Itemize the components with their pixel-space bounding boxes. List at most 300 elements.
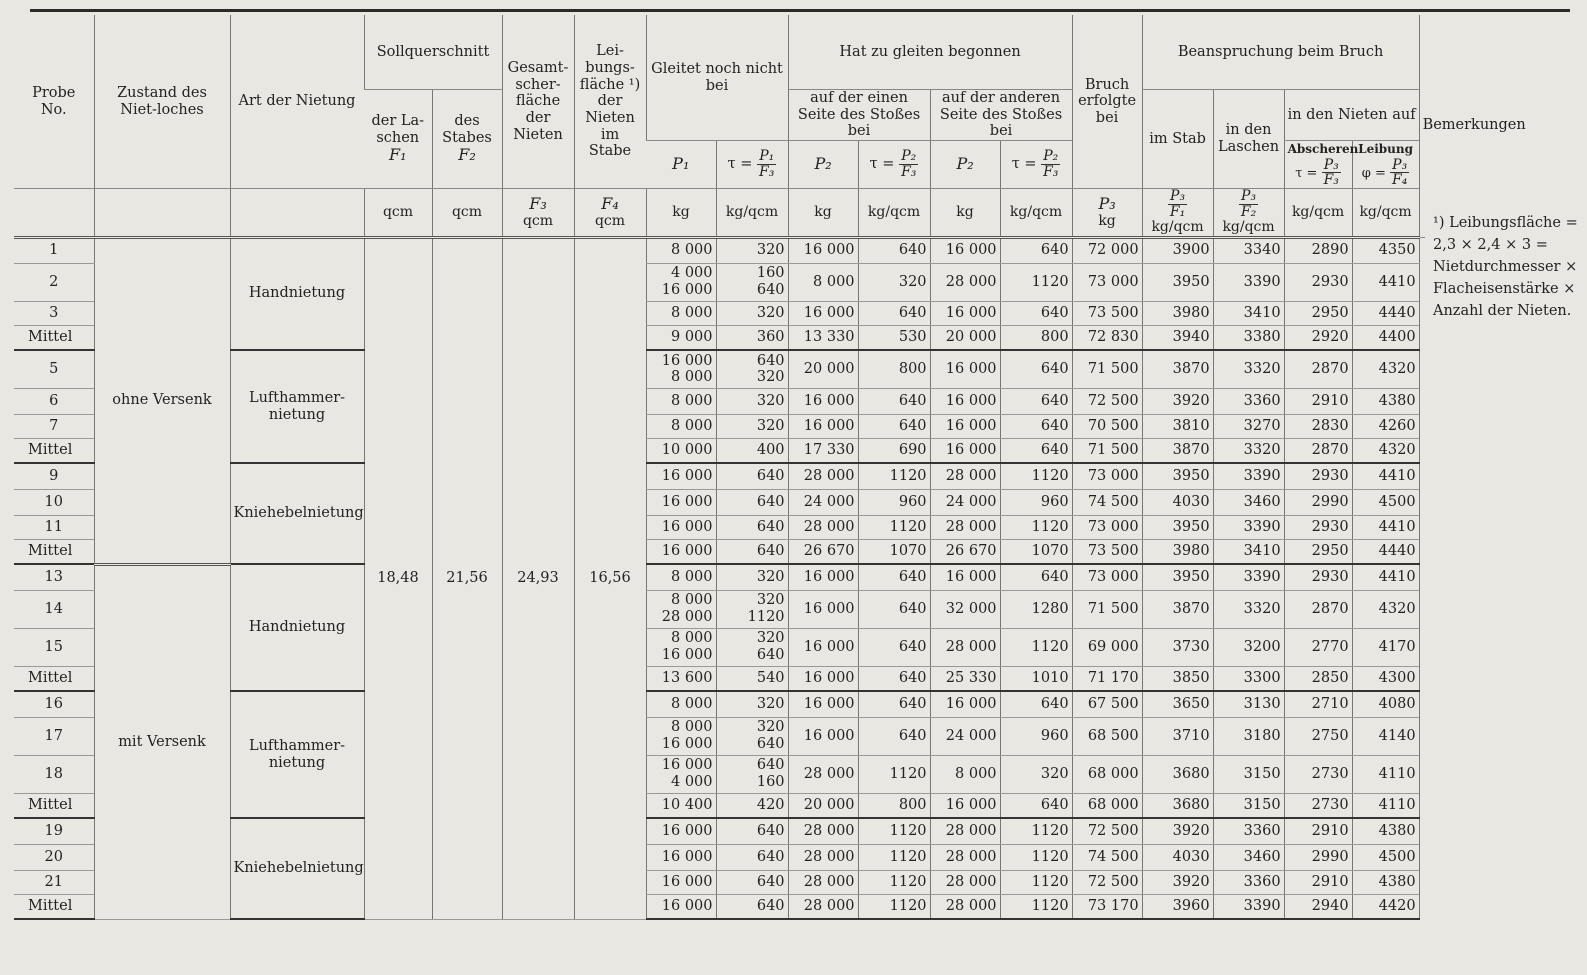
value-line: 640 xyxy=(756,822,785,839)
value-p2b: 16 000 xyxy=(930,564,1000,590)
value-line: 640 xyxy=(756,518,785,535)
header-gesamtscherflaeche: Gesamt-scher-fläche der Nieten xyxy=(502,15,574,189)
value-tau2a: 800 xyxy=(858,350,930,388)
value-tau3: 2870 xyxy=(1284,590,1352,628)
value-sigma2: 3380 xyxy=(1213,325,1284,350)
value-sigma1: 3920 xyxy=(1142,870,1213,894)
value-p3: 69 000 xyxy=(1072,628,1142,666)
probe-cell: 3 xyxy=(14,301,94,325)
probe-cell: 7 xyxy=(14,414,94,438)
value-p3: 68 000 xyxy=(1072,755,1142,793)
header-leibung: Leibung φ = $\frac{\text{P₃}}{\text{F₄}}$ xyxy=(1352,141,1419,189)
value-p2b: 26 670 xyxy=(930,539,1000,564)
value-tau1 xyxy=(716,628,788,666)
value-tau1 xyxy=(716,414,788,438)
value-p2b: 16 000 xyxy=(930,350,1000,388)
value-sigma1: 3940 xyxy=(1142,325,1213,350)
value-tau3: 2890 xyxy=(1284,237,1352,263)
header-in-den-laschen: in den Laschen xyxy=(1213,90,1284,189)
value-p1 xyxy=(646,717,716,755)
value-phi: 4440 xyxy=(1352,301,1419,325)
value-p2a: 16 000 xyxy=(788,237,858,263)
probe-cell: 11 xyxy=(14,515,94,539)
value-sigma2: 3150 xyxy=(1213,793,1284,818)
value-sigma2: 3320 xyxy=(1213,438,1284,463)
probe-cell: 15 xyxy=(14,628,94,666)
value-p1 xyxy=(646,263,716,301)
value-sigma2: 3320 xyxy=(1213,350,1284,388)
value-line: 160 xyxy=(756,774,785,791)
value-tau3: 2930 xyxy=(1284,564,1352,590)
probe-cell: Mittel xyxy=(14,894,94,919)
probe-cell: 1 xyxy=(14,237,94,263)
value-tau1 xyxy=(716,463,788,489)
value-sigma2: 3200 xyxy=(1213,628,1284,666)
unit-t2a: kg/qcm xyxy=(858,189,930,237)
header-hat-zu-gleiten: Hat zu gleiten begonnen xyxy=(788,15,1072,90)
value-p3: 72 000 xyxy=(1072,237,1142,263)
value-p3: 73 500 xyxy=(1072,539,1142,564)
value-tau1 xyxy=(716,325,788,350)
value-tau1 xyxy=(716,691,788,717)
value-tau3: 2710 xyxy=(1284,691,1352,717)
value-line: 1120 xyxy=(747,609,785,626)
value-p1 xyxy=(646,539,716,564)
value-tau2b: 1120 xyxy=(1000,818,1072,844)
value-tau1 xyxy=(716,818,788,844)
unit-s1: $\frac{\text{P₃}}{\text{F₁}}$ kg/qcm xyxy=(1142,189,1213,237)
value-sigma2: 3130 xyxy=(1213,691,1284,717)
probe-cell: Mittel xyxy=(14,793,94,818)
value-line: 16 000 xyxy=(661,282,713,299)
value-p2a: 28 000 xyxy=(788,515,858,539)
value-sigma2: 3390 xyxy=(1213,894,1284,919)
value-p3: 71 500 xyxy=(1072,350,1142,388)
value-sigma1: 4030 xyxy=(1142,844,1213,870)
value-sigma2: 3150 xyxy=(1213,755,1284,793)
value-p2b: 28 000 xyxy=(930,844,1000,870)
value-sigma1: 3870 xyxy=(1142,350,1213,388)
probe-cell: Mittel xyxy=(14,438,94,463)
value-phi: 4500 xyxy=(1352,489,1419,515)
value-p1 xyxy=(646,301,716,325)
value-p2a: 28 000 xyxy=(788,870,858,894)
value-tau3: 2870 xyxy=(1284,438,1352,463)
header-zustand: Zustand des Niet-loches xyxy=(94,15,230,189)
value-p2b: 28 000 xyxy=(930,463,1000,489)
value-p3: 72 500 xyxy=(1072,818,1142,844)
value-line: 16 000 xyxy=(661,647,713,664)
value-p3: 74 500 xyxy=(1072,844,1142,870)
value-p2a: 13 330 xyxy=(788,325,858,350)
value-sigma1: 4030 xyxy=(1142,489,1213,515)
value-p2a: 20 000 xyxy=(788,793,858,818)
value-p2a: 24 000 xyxy=(788,489,858,515)
value-line: 8 000 xyxy=(671,369,713,386)
value-sigma1: 3960 xyxy=(1142,894,1213,919)
value-tau2a: 1120 xyxy=(858,463,930,489)
value-phi: 4110 xyxy=(1352,755,1419,793)
constant-f1: 18,48 xyxy=(364,237,432,919)
value-line: 8 000 xyxy=(671,242,713,259)
value-p3: 68 000 xyxy=(1072,793,1142,818)
value-sigma1: 3950 xyxy=(1142,263,1213,301)
constant-f2: 21,56 xyxy=(432,237,502,919)
header-bruch-erfolgte: Bruch erfolgte bei xyxy=(1072,15,1142,189)
value-p2a: 20 000 xyxy=(788,350,858,388)
value-tau2a: 690 xyxy=(858,438,930,463)
value-tau2a: 640 xyxy=(858,301,930,325)
value-tau3: 2850 xyxy=(1284,666,1352,691)
value-tau3: 2950 xyxy=(1284,301,1352,325)
value-sigma1: 3870 xyxy=(1142,438,1213,463)
value-tau3: 2870 xyxy=(1284,350,1352,388)
value-sigma2: 3180 xyxy=(1213,717,1284,755)
value-tau1 xyxy=(716,666,788,691)
value-tau3: 2990 xyxy=(1284,489,1352,515)
value-tau2a: 640 xyxy=(858,237,930,263)
value-tau1 xyxy=(716,237,788,263)
value-phi: 4410 xyxy=(1352,463,1419,489)
value-line: 320 xyxy=(756,417,785,434)
value-p1 xyxy=(646,463,716,489)
table-row xyxy=(14,237,1425,263)
value-phi: 4440 xyxy=(1352,539,1419,564)
value-p1 xyxy=(646,628,716,666)
value-p1 xyxy=(646,755,716,793)
probe-cell: 2 xyxy=(14,263,94,301)
value-sigma2: 3390 xyxy=(1213,564,1284,590)
value-line: 640 xyxy=(756,542,785,559)
value-tau3: 2950 xyxy=(1284,539,1352,564)
value-p3: 72 830 xyxy=(1072,325,1142,350)
probe-cell: 16 xyxy=(14,691,94,717)
art-lufthammer-1: Lufthammer-nietung xyxy=(230,350,364,463)
value-phi: 4260 xyxy=(1352,414,1419,438)
probe-cell: 17 xyxy=(14,717,94,755)
header-der-laschen: der La-schen F₁ xyxy=(364,90,432,189)
value-line: 8 000 xyxy=(671,417,713,434)
value-tau3: 2730 xyxy=(1284,755,1352,793)
value-p3: 71 170 xyxy=(1072,666,1142,691)
value-phi: 4300 xyxy=(1352,666,1419,691)
value-tau3: 2940 xyxy=(1284,894,1352,919)
value-p3: 73 000 xyxy=(1072,564,1142,590)
value-line: 640 xyxy=(756,757,785,774)
value-p3: 73 000 xyxy=(1072,463,1142,489)
value-tau2b: 960 xyxy=(1000,717,1072,755)
probe-cell: 9 xyxy=(14,463,94,489)
value-tau2a: 800 xyxy=(858,793,930,818)
value-sigma2: 3460 xyxy=(1213,489,1284,515)
value-p2b: 16 000 xyxy=(930,793,1000,818)
value-p3: 73 000 xyxy=(1072,263,1142,301)
value-tau2b: 640 xyxy=(1000,793,1072,818)
value-tau2a: 960 xyxy=(858,489,930,515)
value-p3: 73 000 xyxy=(1072,515,1142,539)
header-probe: Probe No. xyxy=(14,15,94,189)
value-line: 420 xyxy=(756,796,785,813)
value-phi: 4320 xyxy=(1352,590,1419,628)
header-abscheren: Abscheren τ = $\frac{\text{P₃}}{\text{F₃}}$ xyxy=(1284,141,1352,189)
header-p2a: P₂ xyxy=(788,141,858,189)
value-phi: 4380 xyxy=(1352,818,1419,844)
value-tau2b: 1120 xyxy=(1000,263,1072,301)
value-tau2b: 1120 xyxy=(1000,463,1072,489)
value-tau1 xyxy=(716,793,788,818)
value-tau2a: 640 xyxy=(858,388,930,414)
value-tau2b: 1010 xyxy=(1000,666,1072,691)
value-tau2b: 640 xyxy=(1000,564,1072,590)
value-p2b: 28 000 xyxy=(930,870,1000,894)
value-line: 320 xyxy=(756,568,785,585)
header-bemerkungen: Bemerkungen xyxy=(1419,15,1425,237)
value-line: 8 000 xyxy=(671,592,713,609)
value-p1 xyxy=(646,666,716,691)
value-sigma1: 3950 xyxy=(1142,463,1213,489)
value-line: 320 xyxy=(756,304,785,321)
value-tau2a: 1120 xyxy=(858,818,930,844)
probe-cell: Mittel xyxy=(14,539,94,564)
value-line: 16 000 xyxy=(661,736,713,753)
value-tau1 xyxy=(716,263,788,301)
value-line: 10 400 xyxy=(661,796,713,813)
value-p2b: 16 000 xyxy=(930,414,1000,438)
value-p1 xyxy=(646,237,716,263)
header-in-den-nieten: in den Nieten auf xyxy=(1284,90,1419,141)
unit-p2b: kg xyxy=(930,189,1000,237)
value-p2b: 25 330 xyxy=(930,666,1000,691)
value-tau1 xyxy=(716,755,788,793)
value-tau2a: 640 xyxy=(858,666,930,691)
value-p2a: 28 000 xyxy=(788,463,858,489)
top-rule xyxy=(30,9,1570,12)
value-p2a: 16 000 xyxy=(788,388,858,414)
probe-cell: 21 xyxy=(14,870,94,894)
value-tau1 xyxy=(716,489,788,515)
value-tau3: 2990 xyxy=(1284,844,1352,870)
header-tau2b: τ = $\frac{\text{P₂}}{\text{F₃}}$ xyxy=(1000,141,1072,189)
unit-p2a: kg xyxy=(788,189,858,237)
value-p2b: 24 000 xyxy=(930,717,1000,755)
value-tau2a: 640 xyxy=(858,628,930,666)
value-tau1 xyxy=(716,844,788,870)
value-line: 16 000 xyxy=(661,518,713,535)
value-line: 8 000 xyxy=(671,630,713,647)
probe-cell: 20 xyxy=(14,844,94,870)
value-tau3: 2930 xyxy=(1284,263,1352,301)
value-tau2a: 1120 xyxy=(858,844,930,870)
value-line: 8 000 xyxy=(671,695,713,712)
value-sigma2: 3410 xyxy=(1213,539,1284,564)
value-phi: 4320 xyxy=(1352,350,1419,388)
header-des-stabes: des Stabes F₂ xyxy=(432,90,502,189)
value-tau3: 2770 xyxy=(1284,628,1352,666)
value-line: 28 000 xyxy=(661,609,713,626)
value-p2b: 16 000 xyxy=(930,237,1000,263)
value-p3: 71 500 xyxy=(1072,590,1142,628)
value-p2a: 28 000 xyxy=(788,818,858,844)
value-p3: 72 500 xyxy=(1072,388,1142,414)
value-p2b: 28 000 xyxy=(930,263,1000,301)
value-p1 xyxy=(646,388,716,414)
bemerkungen-cell xyxy=(1419,237,1425,919)
value-p2b: 24 000 xyxy=(930,489,1000,515)
header-tau2a: τ = $\frac{\text{P₂}}{\text{F₃}}$ xyxy=(858,141,930,189)
value-tau2b: 1120 xyxy=(1000,628,1072,666)
value-tau1 xyxy=(716,350,788,388)
unit-tau: kg/qcm xyxy=(1284,189,1352,237)
value-p3: 73 500 xyxy=(1072,301,1142,325)
header-art: Art der Nietung xyxy=(230,15,364,189)
value-p1 xyxy=(646,894,716,919)
header-p1: P₁ xyxy=(646,141,716,189)
value-p1 xyxy=(646,350,716,388)
value-p2a: 16 000 xyxy=(788,628,858,666)
value-p2a: 28 000 xyxy=(788,755,858,793)
value-tau1 xyxy=(716,301,788,325)
value-phi: 4380 xyxy=(1352,388,1419,414)
value-tau2b: 640 xyxy=(1000,301,1072,325)
value-p3: 73 170 xyxy=(1072,894,1142,919)
value-line: 640 xyxy=(756,352,785,369)
value-tau2b: 640 xyxy=(1000,691,1072,717)
value-line: 640 xyxy=(756,647,785,664)
value-sigma1: 3920 xyxy=(1142,818,1213,844)
value-line: 16 000 xyxy=(661,467,713,484)
value-sigma1: 3680 xyxy=(1142,755,1213,793)
value-tau1 xyxy=(716,870,788,894)
header-col-zustand-unit xyxy=(94,189,230,237)
header-anderen-seite: auf der anderen Seite des Stoßes bei xyxy=(930,90,1072,141)
value-p1 xyxy=(646,414,716,438)
value-sigma1: 3900 xyxy=(1142,237,1213,263)
value-tau3: 2930 xyxy=(1284,515,1352,539)
value-tau1 xyxy=(716,539,788,564)
value-tau2b: 640 xyxy=(1000,388,1072,414)
value-sigma1: 3980 xyxy=(1142,301,1213,325)
value-line: 8 000 xyxy=(671,568,713,585)
value-line: 640 xyxy=(756,873,785,890)
value-phi: 4380 xyxy=(1352,870,1419,894)
probe-cell: Mittel xyxy=(14,666,94,691)
value-tau2b: 1120 xyxy=(1000,844,1072,870)
value-tau2b: 960 xyxy=(1000,489,1072,515)
value-line: 640 xyxy=(756,897,785,914)
value-p2b: 16 000 xyxy=(930,388,1000,414)
value-p1 xyxy=(646,590,716,628)
value-p1 xyxy=(646,489,716,515)
value-tau1 xyxy=(716,590,788,628)
value-line: 320 xyxy=(756,392,785,409)
value-tau2b: 640 xyxy=(1000,414,1072,438)
value-p2a: 16 000 xyxy=(788,666,858,691)
probe-cell: 6 xyxy=(14,388,94,414)
value-p2a: 16 000 xyxy=(788,691,858,717)
value-sigma1: 3810 xyxy=(1142,414,1213,438)
value-tau1 xyxy=(716,438,788,463)
value-phi: 4320 xyxy=(1352,438,1419,463)
value-p2a: 16 000 xyxy=(788,717,858,755)
value-p3: 72 500 xyxy=(1072,870,1142,894)
value-tau2a: 640 xyxy=(858,564,930,590)
value-p3: 67 500 xyxy=(1072,691,1142,717)
value-line: 640 xyxy=(756,848,785,865)
value-p2b: 16 000 xyxy=(930,438,1000,463)
value-sigma2: 3320 xyxy=(1213,590,1284,628)
value-phi: 4400 xyxy=(1352,325,1419,350)
constant-f4: 16,56 xyxy=(574,237,646,919)
art-handnietung-2: Handnietung xyxy=(230,564,364,691)
value-sigma2: 3410 xyxy=(1213,301,1284,325)
value-p2a: 28 000 xyxy=(788,894,858,919)
probe-cell: 14 xyxy=(14,590,94,628)
value-tau1 xyxy=(716,388,788,414)
value-line: 640 xyxy=(756,493,785,510)
header-col-art-unit xyxy=(230,189,364,237)
value-p2a: 16 000 xyxy=(788,590,858,628)
value-sigma1: 3950 xyxy=(1142,515,1213,539)
probe-cell: 18 xyxy=(14,755,94,793)
value-p1 xyxy=(646,793,716,818)
value-p2a: 17 330 xyxy=(788,438,858,463)
value-tau1 xyxy=(716,564,788,590)
unit-t1: kg/qcm xyxy=(716,189,788,237)
unit-f3: F₃ qcm xyxy=(502,189,574,237)
value-tau2a: 320 xyxy=(858,263,930,301)
value-tau3: 2930 xyxy=(1284,463,1352,489)
value-sigma1: 3980 xyxy=(1142,539,1213,564)
value-p1 xyxy=(646,691,716,717)
value-line: 160 xyxy=(756,265,785,282)
value-line: 16 000 xyxy=(661,757,713,774)
value-p1 xyxy=(646,818,716,844)
value-line: 4 000 xyxy=(671,774,713,791)
value-tau2b: 1120 xyxy=(1000,894,1072,919)
value-sigma2: 3300 xyxy=(1213,666,1284,691)
value-p1 xyxy=(646,515,716,539)
value-tau2b: 640 xyxy=(1000,438,1072,463)
unit-f2: qcm xyxy=(432,189,502,237)
value-line: 400 xyxy=(756,441,785,458)
art-handnietung-1: Handnietung xyxy=(230,237,364,350)
value-sigma2: 3390 xyxy=(1213,463,1284,489)
value-tau2a: 530 xyxy=(858,325,930,350)
value-sigma1: 3680 xyxy=(1142,793,1213,818)
value-p2a: 26 670 xyxy=(788,539,858,564)
value-tau2a: 1120 xyxy=(858,870,930,894)
value-p1 xyxy=(646,844,716,870)
value-sigma2: 3360 xyxy=(1213,388,1284,414)
value-p3: 68 500 xyxy=(1072,717,1142,755)
value-tau3: 2910 xyxy=(1284,818,1352,844)
value-p3: 71 500 xyxy=(1072,438,1142,463)
value-phi: 4500 xyxy=(1352,844,1419,870)
value-tau2b: 1120 xyxy=(1000,870,1072,894)
value-p1 xyxy=(646,438,716,463)
unit-s2: $\frac{\text{P₃}}{\text{F₂}}$ kg/qcm xyxy=(1213,189,1284,237)
value-tau3: 2910 xyxy=(1284,870,1352,894)
value-tau2b: 800 xyxy=(1000,325,1072,350)
unit-p1: kg xyxy=(646,189,716,237)
value-p2b: 28 000 xyxy=(930,894,1000,919)
value-line: 320 xyxy=(756,592,785,609)
header-beanspruchung: Beanspruchung beim Bruch xyxy=(1142,15,1419,90)
value-sigma1: 3710 xyxy=(1142,717,1213,755)
value-tau2b: 1120 xyxy=(1000,515,1072,539)
value-p2a: 8 000 xyxy=(788,263,858,301)
value-line: 10 000 xyxy=(661,441,713,458)
